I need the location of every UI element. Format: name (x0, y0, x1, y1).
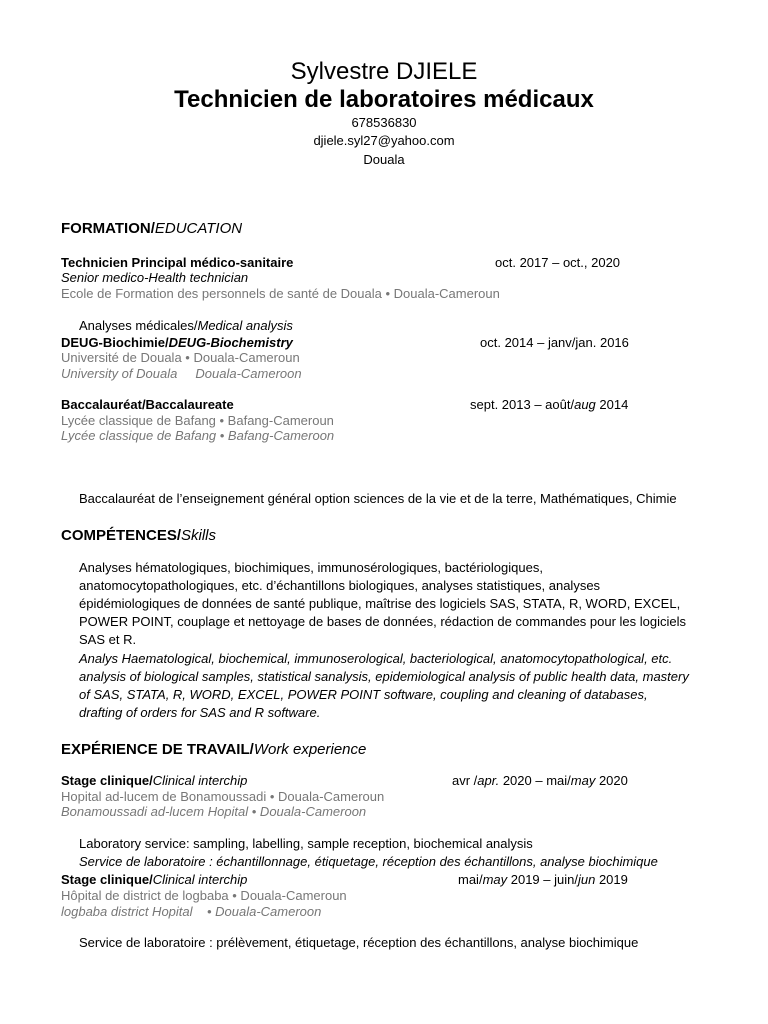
skills-line-fr: épidémiologiques de données de santé publique, maîtrise des logiciels SAS, STATA, R, WORD, EXCEL, (79, 596, 681, 611)
experience-1-dates-e: 2020 (595, 773, 628, 788)
education-heading-en: EDUCATION (154, 220, 243, 237)
skills-line-en: analysis of biological samples, statistical sanalysis, epidemiological analysis of public health data, mastery (79, 669, 689, 684)
experience-2-dates-e: 2019 (595, 872, 628, 887)
skills-heading (61, 527, 216, 545)
education-2-title-en: DEUG-Biochemistry (168, 335, 293, 350)
experience-2-place-en: logbaba district Hopital • Douala-Cameroon (61, 904, 322, 919)
skills-line-fr: anatomocytopathologiques, etc. d’échantillons biologiques, analyses statistiques, analyses (79, 578, 601, 593)
experience-1-description-en: Service de laboratoire : échantillonnage, étiquetage, réception des échantillons, analyse biochimique (79, 854, 658, 869)
experience-heading (61, 741, 366, 759)
experience-heading-en: Work experience (253, 741, 367, 758)
email-address: djiele.syl27@yahoo.com (313, 133, 455, 148)
skills-line-en: Analys Haematological, biochemical, immunoserological, bacteriological, anatomocytopathological, etc. (79, 651, 673, 666)
person-name: Sylvestre DJIELE (290, 58, 478, 85)
education-heading (61, 220, 242, 238)
experience-2-description: Service de laboratoire : prélèvement, étiquetage, réception des échantillons, analyse biochimique (79, 935, 639, 950)
education-2-title-fr: DEUG-Biochimie/ (61, 335, 169, 350)
education-3-note: Baccalauréat de l’enseignement général option sciences de la vie et de la terre, Mathématiques, Chimie (79, 491, 677, 506)
education-1-subtitle: Senior medico-Health technician (61, 270, 249, 285)
job-title: Technicien de laboratoires médicaux (174, 86, 594, 113)
phone-number: 678536830 (351, 115, 417, 130)
skills-line-en: drafting of orders for SAS and R software. (79, 705, 321, 720)
skills-line-en: of SAS, STATA, R, WORD, EXCEL, POWER POINT software, coupling and cleaning of databases, (79, 687, 648, 702)
experience-1-title-fr: Stage clinique/ (61, 773, 153, 788)
skills-line-fr: Analyses hématologiques, biochimiques, immunosérologiques, bactériologiques, (79, 560, 543, 575)
experience-1-title (61, 773, 247, 789)
experience-2-title (61, 872, 247, 888)
education-3-dates (470, 397, 628, 413)
skills-heading-fr: COMPÉTENCES/ (61, 527, 182, 544)
experience-2-title-fr: Stage clinique/ (61, 872, 153, 887)
experience-2-place: Hôpital de district de logbaba • Douala-Cameroun (61, 888, 347, 903)
education-1-dates: oct. 2017 – oct., 2020 (495, 255, 621, 270)
experience-2-dates-d: jun (577, 872, 596, 887)
education-3-school-en: Lycée classique de Bafang • Bafang-Cameroon (61, 428, 335, 443)
experience-2-dates-a: mai/ (458, 872, 483, 887)
city: Douala (363, 152, 405, 167)
experience-1-description: Laboratory service: sampling, labelling, sample reception, biochemical analysis (79, 836, 533, 851)
experience-1-dates-a: avr / (452, 773, 478, 788)
education-2-title (61, 335, 293, 351)
skills-line-fr: SAS et R. (79, 632, 137, 647)
skills-description-en (79, 650, 719, 722)
experience-1-dates-c: 2020 – mai/ (499, 773, 571, 788)
education-2-field (79, 318, 293, 334)
experience-heading-fr: EXPÉRIENCE DE TRAVAIL/ (61, 741, 254, 758)
education-3-title: Baccalauréat/Baccalaureate (61, 397, 234, 412)
skills-line-fr: POWER POINT, couplage et nettoyage de bases de données, rédaction de commandes pour les logiciels (79, 614, 687, 629)
experience-1-place-en: Bonamoussadi ad-lucem Hopital • Douala-Cameroon (61, 804, 367, 819)
experience-1-dates (452, 773, 628, 789)
experience-2-title-en: Clinical interchip (152, 872, 248, 887)
skills-heading-en: Skills (181, 527, 217, 544)
education-2-field-en: Medical analysis (197, 318, 293, 333)
education-3-dates-end: 2014 (595, 397, 629, 412)
skills-description-fr (79, 559, 719, 649)
education-1-school: Ecole de Formation des personnels de santé de Douala • Douala-Cameroun (61, 286, 500, 301)
experience-2-dates-c: 2019 – juin/ (507, 872, 578, 887)
education-2-field-fr: Analyses médicales/ (79, 318, 198, 333)
education-heading-fr: FORMATION/ (61, 220, 155, 237)
experience-1-place: Hopital ad-lucem de Bonamoussadi • Douala-Cameroun (61, 789, 385, 804)
education-2-school-en: University of Douala Douala-Cameroon (61, 366, 302, 381)
education-3-dates-fr: sept. 2013 – août/ (470, 397, 575, 412)
experience-1-dates-d: may (570, 773, 596, 788)
experience-2-dates-b: may (482, 872, 508, 887)
education-1-title: Technicien Principal médico-sanitaire (61, 255, 294, 270)
experience-2-dates (458, 872, 628, 888)
education-3-dates-en: aug (574, 397, 596, 412)
education-3-school: Lycée classique de Bafang • Bafang-Cameroun (61, 413, 334, 428)
education-2-school: Université de Douala • Douala-Cameroun (61, 350, 300, 365)
experience-1-title-en: Clinical interchip (152, 773, 248, 788)
education-2-dates: oct. 2014 – janv/jan. 2016 (480, 335, 629, 350)
experience-1-dates-b: apr. (477, 773, 500, 788)
